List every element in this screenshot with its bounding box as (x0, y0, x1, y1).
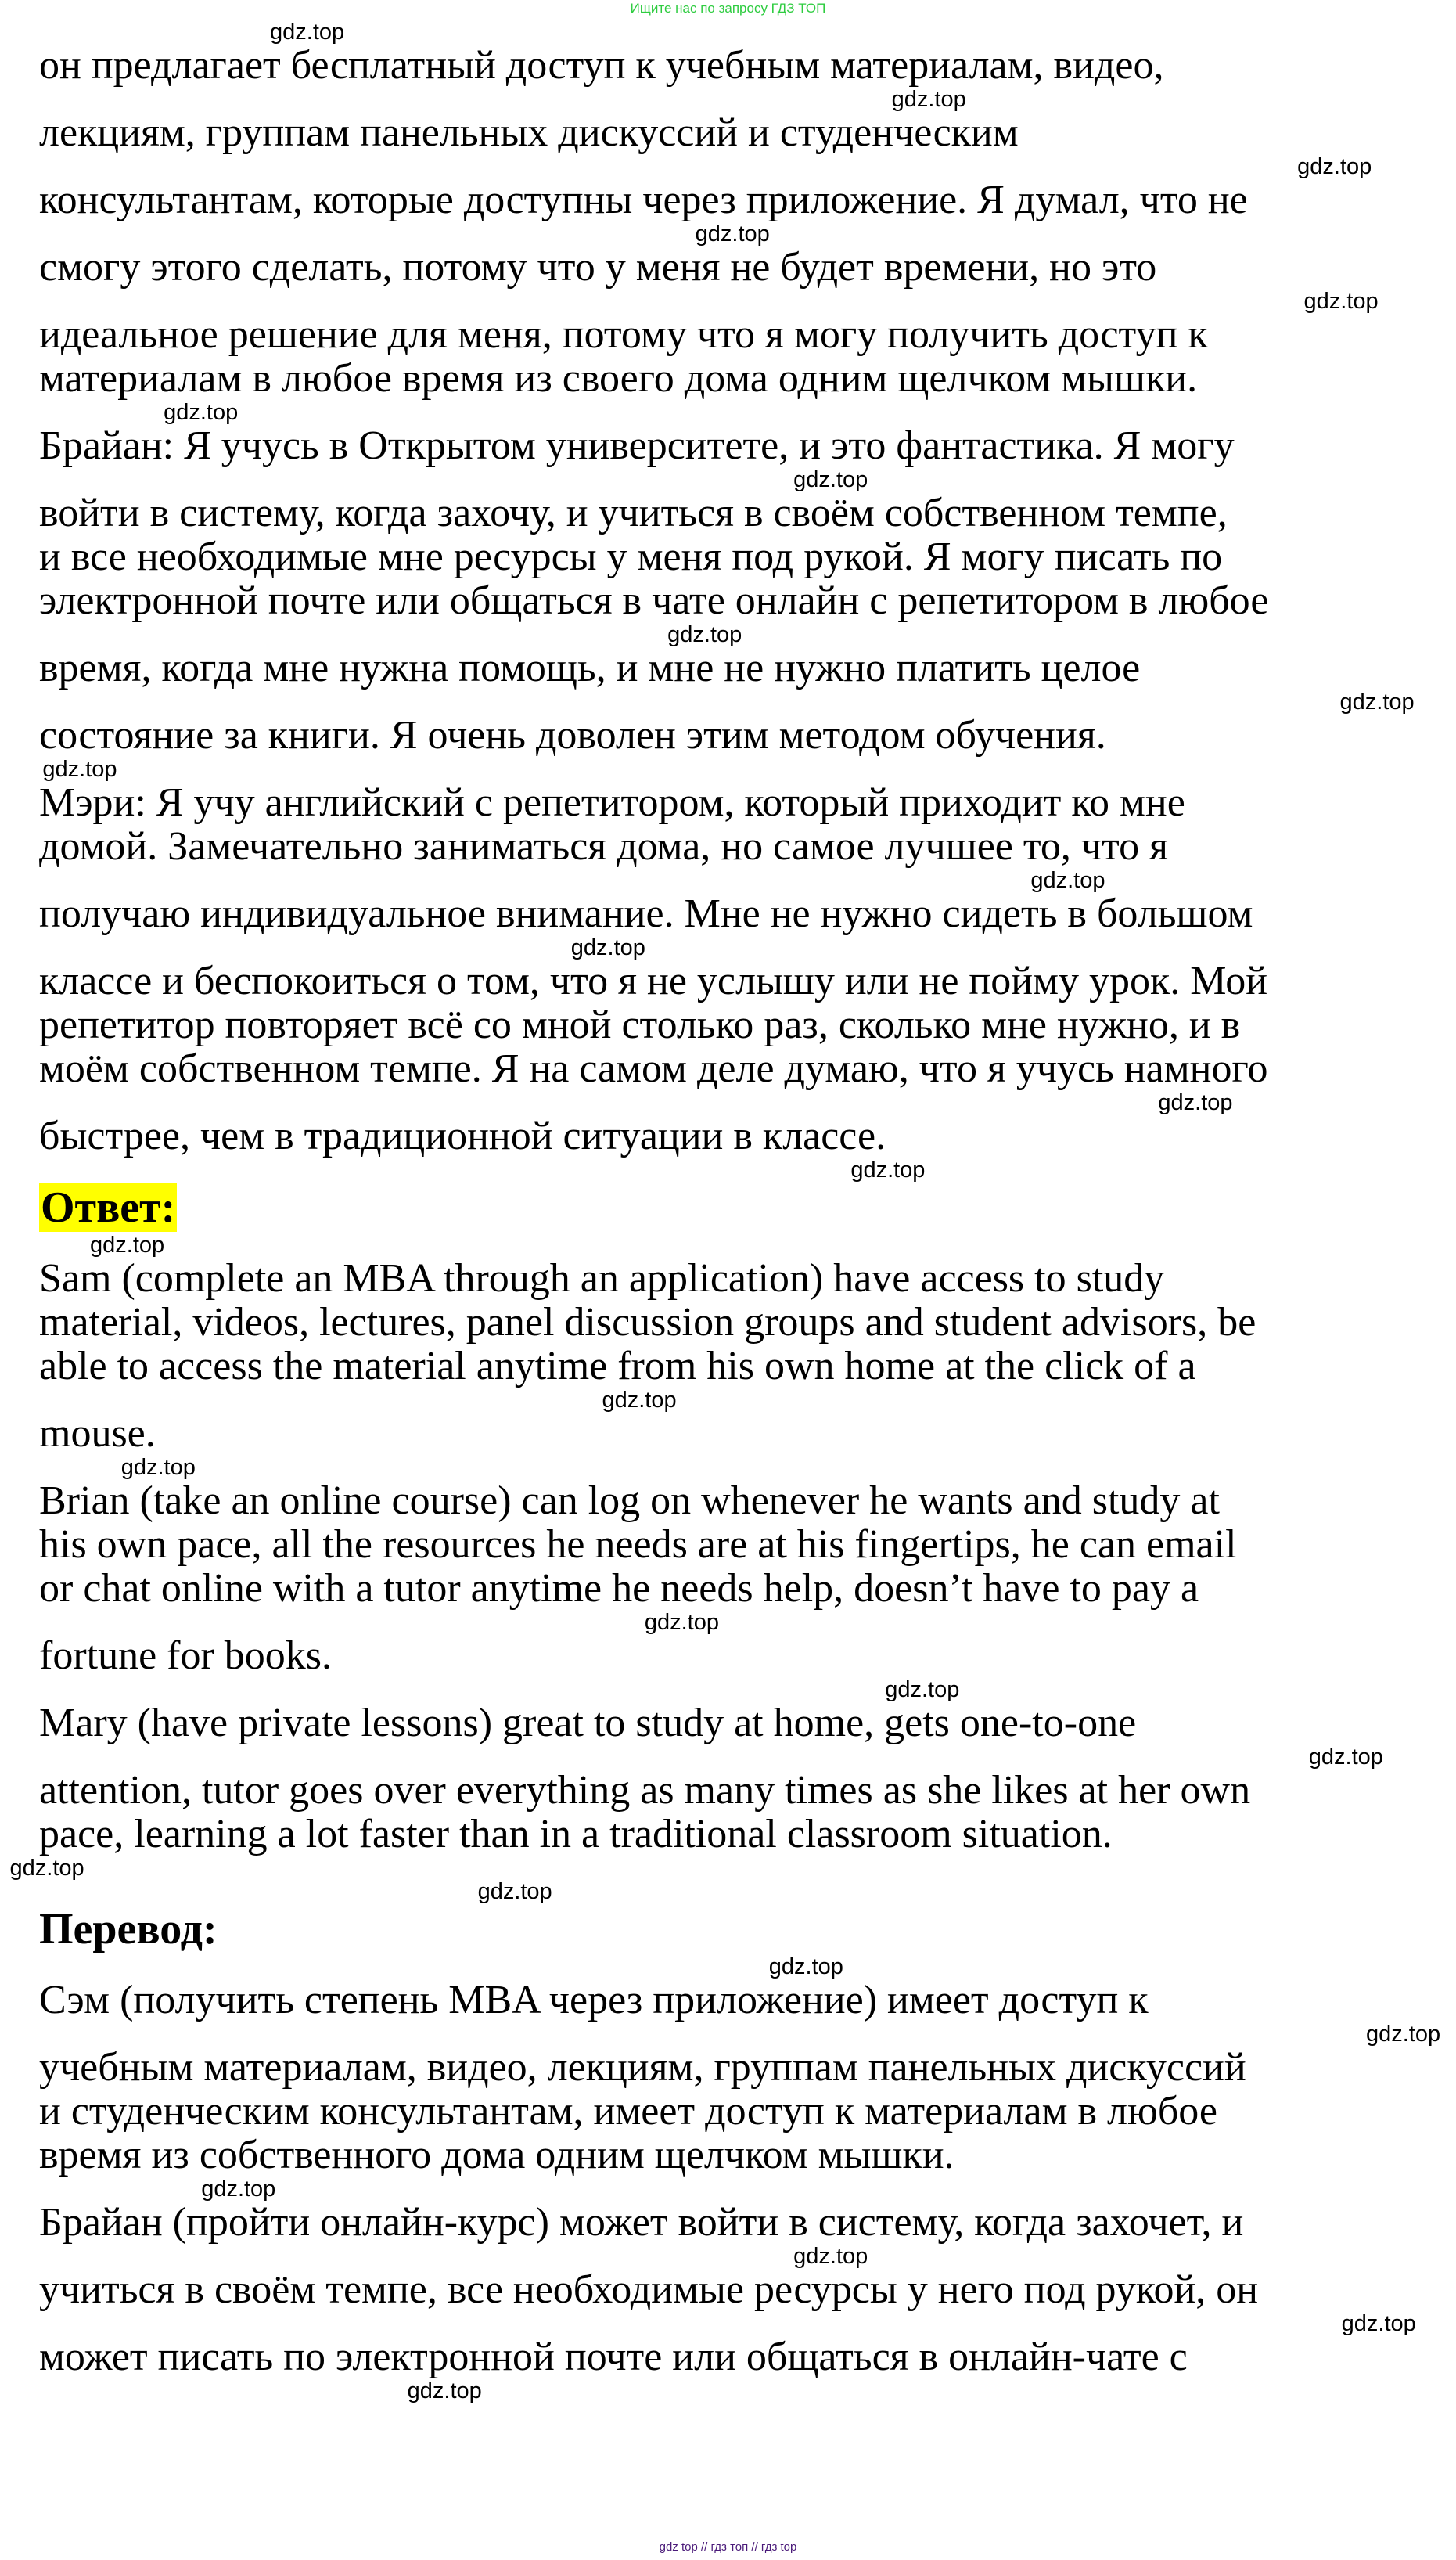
watermark: gdz.top (1158, 1090, 1233, 1115)
watermark-row (0, 1456, 1456, 1479)
text-line: классе и беспокоиться о том, что я не услышу или не пойму урок. Мой (39, 959, 1268, 1003)
text-line: attention, tutor goes over everything as many times as she likes at her own (39, 1768, 1251, 1813)
watermark: gdz.top (850, 1158, 926, 1183)
watermark-row (0, 1388, 1456, 1412)
text-line: материалам в любое время из своего дома одним щелчком мышки. (39, 356, 1198, 401)
watermark: gdz.top (90, 1233, 165, 1258)
watermark-row (0, 1955, 1456, 1979)
watermark: gdz.top (407, 2378, 482, 2403)
text-line: Sam (complete an MBA through an application) have access to study (39, 1256, 1165, 1301)
text-line: pace, learning a lot faster than in a traditional classroom situation. (39, 1812, 1113, 1856)
watermark-row (0, 2177, 1456, 2201)
watermark: gdz.top (1341, 2311, 1416, 2336)
watermark: gdz.top (667, 622, 742, 647)
watermark: gdz.top (695, 221, 770, 247)
watermark-row (0, 758, 1456, 781)
watermark: gdz.top (602, 1388, 677, 1413)
watermark-row (0, 1856, 1456, 1880)
watermark: gdz.top (793, 2244, 868, 2269)
watermark: gdz.top (9, 1856, 84, 1881)
text-line: Brian (take an online course) can log on whenever he wants and study at (39, 1478, 1220, 1523)
watermark: gdz.top (891, 87, 966, 112)
text-line: Брайан: Я учусь в Открытом университете, и это фантастика. Я могу (39, 423, 1235, 468)
watermark-row (0, 1158, 1456, 1182)
watermark: gdz.top (885, 1677, 960, 1702)
text-line: учебным материалам, видео, лекциям, группам панельных дискуссий (39, 2045, 1246, 2090)
watermark-row (0, 1091, 1456, 1114)
watermark-row (0, 155, 1456, 178)
watermark: gdz.top (644, 1610, 719, 1635)
translation-heading: Перевод: (39, 1905, 218, 1953)
text-line: моём собственном темпе. Я на самом деле думаю, что я учусь намного (39, 1046, 1268, 1091)
watermark: gdz.top (477, 1879, 552, 1904)
text-line: состояние за книги. Я очень доволен этим методом обучения. (39, 713, 1106, 758)
watermark-row (0, 1880, 1456, 1903)
watermark: gdz.top (570, 935, 645, 960)
text-line: идеальное решение для меня, потому что я могу получить доступ к (39, 312, 1208, 357)
watermark-row (0, 88, 1456, 111)
text-line: и студенческим консультантам, имеет доступ к материалам в любое (39, 2089, 1217, 2133)
watermark: gdz.top (1297, 154, 1372, 179)
watermark-row (0, 2379, 1456, 2403)
text-line: Mary (have private lessons) great to study at home, gets one-to-one (39, 1701, 1137, 1745)
text-line: он предлагает бесплатный доступ к учебным материалам, видео, (39, 43, 1164, 88)
text-line: репетитор повторяет всё со мной столько раз, сколько мне нужно, и в (39, 1003, 1241, 1047)
watermark-row (0, 20, 1456, 44)
text-line: Сэм (получить степень MBA через приложение) имеет доступ к (39, 1978, 1149, 2022)
text-line: консультантам, которые доступны через приложение. Я думал, что не (39, 178, 1248, 222)
watermark-row (0, 1611, 1456, 1634)
text-line: домой. Замечательно заниматься дома, но самое лучшее то, что я (39, 824, 1168, 869)
watermark: gdz.top (1030, 868, 1105, 893)
text-line: и все необходимые мне ресурсы у меня под рукой. Я могу писать по (39, 535, 1223, 579)
text-line: his own pace, all the resources he needs are at his fingertips, he can email (39, 1522, 1237, 1567)
watermark-row (0, 222, 1456, 246)
watermark-row (0, 468, 1456, 491)
watermark-row (0, 2022, 1456, 2046)
watermark: gdz.top (1308, 1744, 1383, 1770)
text-line: электронной почте или общаться в чате онлайн с репетитором в любое (39, 578, 1269, 623)
watermark: gdz.top (1365, 2022, 1441, 2047)
text-line: able to access the material anytime from his own home at the click of a (39, 1344, 1196, 1388)
search-banner: Ищите нас по запросу ГДЗ ТОП (630, 1, 826, 16)
watermark-row (0, 1678, 1456, 1701)
watermark: gdz.top (164, 400, 239, 425)
text-line: mouse. (39, 1411, 156, 1456)
watermark-row (0, 2312, 1456, 2335)
watermark: gdz.top (42, 757, 117, 782)
watermark-row (0, 869, 1456, 892)
watermark-row (0, 1233, 1456, 1257)
watermark: gdz.top (1339, 690, 1415, 715)
watermark: gdz.top (201, 2177, 276, 2202)
watermark: gdz.top (793, 467, 868, 492)
text-line: учиться в своём темпе, все необходимые ресурсы у него под рукой, он (39, 2267, 1259, 2312)
watermark-row (0, 623, 1456, 646)
footer-links: gdz top // гдз топ // гдз top (659, 2540, 797, 2554)
watermark-row (0, 290, 1456, 313)
text-line: or chat online with a tutor anytime he needs help, doesn’t have to pay a (39, 1566, 1199, 1611)
text-line: время, когда мне нужна помощь, и мне не нужно платить целое (39, 646, 1141, 690)
watermark: gdz.top (1303, 289, 1379, 314)
watermark-row (0, 690, 1456, 714)
text-line: material, videos, lectures, panel discussion groups and student advisors, be (39, 1300, 1256, 1345)
text-line: fortune for books. (39, 1633, 333, 1678)
document-body (0, 20, 1456, 2403)
text-line: время из собственного дома одним щелчком мышки. (39, 2133, 954, 2177)
answer-heading-text: Ответ: (41, 1183, 176, 1232)
watermark: gdz.top (270, 20, 345, 45)
watermark-row (0, 936, 1456, 960)
text-line: лекциям, группам панельных дискуссий и студенческим (39, 110, 1019, 155)
text-line: войти в систему, когда захочу, и учиться в своём собственном темпе, (39, 491, 1228, 535)
text-line: получаю индивидуальное внимание. Мне не нужно сидеть в большом (39, 891, 1253, 936)
text-line: быстрее, чем в традиционной ситуации в классе. (39, 1114, 886, 1158)
text-line: Мэри: Я учу английский с репетитором, который приходит ко мне (39, 780, 1185, 825)
watermark: gdz.top (120, 1455, 196, 1480)
text-line: может писать по электронной почте или общаться в онлайн-чате с (39, 2335, 1188, 2379)
text-line: смогу этого сделать, потому что у меня не будет времени, но это (39, 245, 1157, 290)
answer-heading (39, 1182, 1456, 1233)
watermark: gdz.top (768, 1954, 843, 1979)
watermark-row (0, 2245, 1456, 2268)
text-line: Брайан (пройти онлайн-курс) может войти в систему, когда захочет, и (39, 2200, 1244, 2245)
watermark-row (0, 401, 1456, 424)
watermark-row (0, 1745, 1456, 1769)
